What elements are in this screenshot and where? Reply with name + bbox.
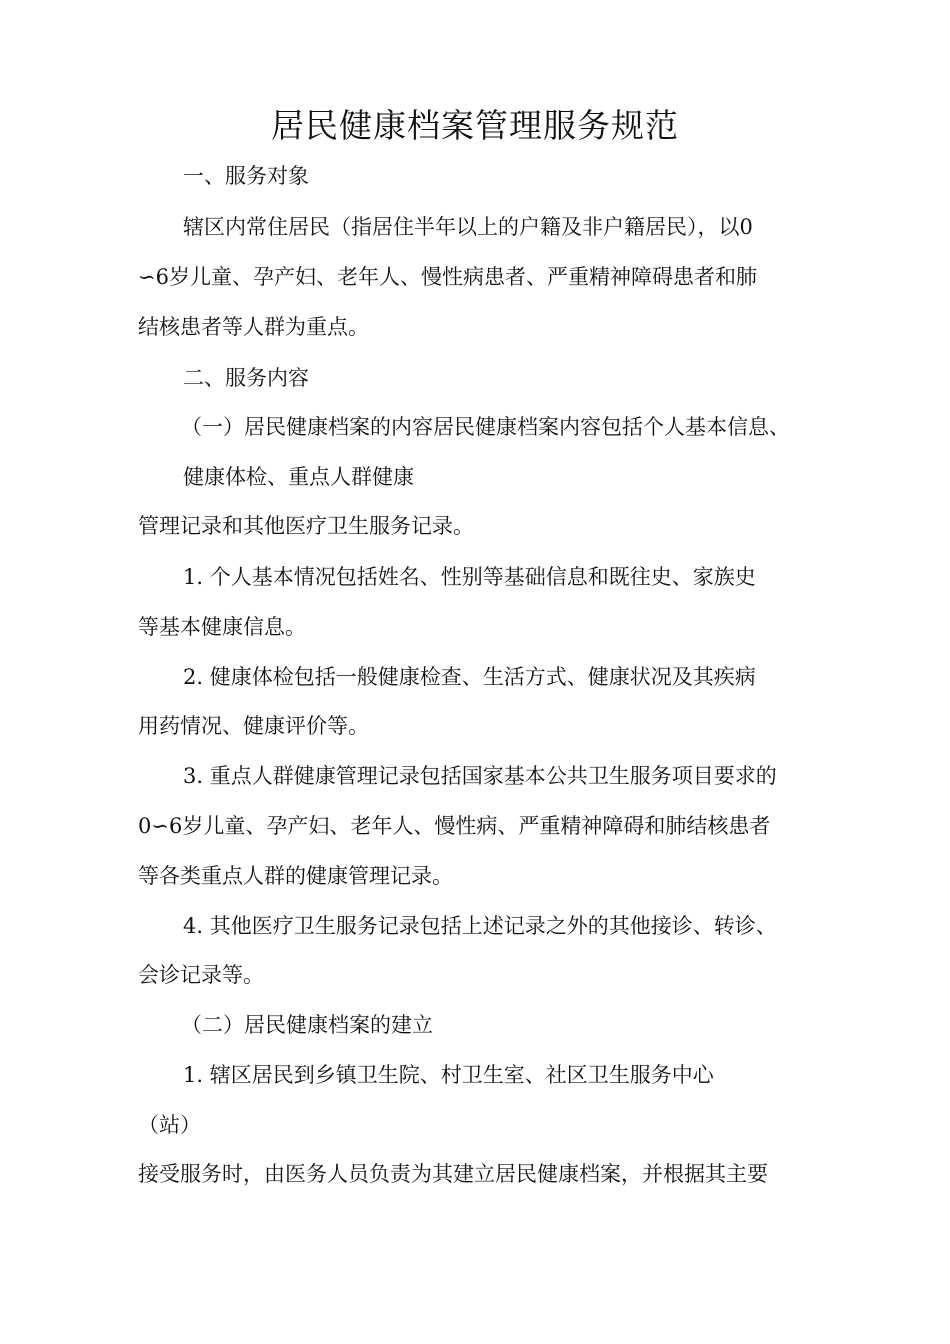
- paragraph-line: （站）: [138, 1113, 201, 1137]
- section-heading-service-content: 二、服务内容: [183, 366, 309, 390]
- list-item-line: 1. 辖区居民到乡镇卫生院、村卫生室、社区卫生服务中心: [183, 1063, 714, 1087]
- paragraph-line: 等各类重点人群的健康管理记录。: [138, 864, 453, 888]
- list-item-line: 4. 其他医疗卫生服务记录包括上述记录之外的其他接诊、转诊、: [183, 914, 777, 938]
- paragraph-line: 结核患者等人群为重点。: [138, 315, 369, 339]
- paragraph-line: 等基本健康信息。: [138, 615, 306, 639]
- paragraph-line: 管理记录和其他医疗卫生服务记录。: [138, 514, 474, 538]
- subsection-heading: （一）居民健康档案的内容居民健康档案内容包括个人基本信息、: [181, 415, 790, 439]
- paragraph-line: 会诊记录等。: [138, 963, 264, 987]
- document-title: 居民健康档案管理服务规范: [271, 106, 679, 145]
- paragraph-line: 健康体检、重点人群健康: [183, 465, 414, 489]
- paragraph-line: 用药情况、健康评价等。: [138, 714, 369, 738]
- paragraph-line: ∽6岁儿童、孕产妇、老年人、慢性病患者、严重精神障碍患者和肺: [138, 265, 757, 289]
- subsection-heading: （二）居民健康档案的建立: [181, 1013, 433, 1037]
- paragraph-line: 辖区内常住居民（指居住半年以上的户籍及非户籍居民），以0: [183, 215, 753, 239]
- list-item-line: 3. 重点人群健康管理记录包括国家基本公共卫生服务项目要求的: [183, 764, 777, 788]
- section-heading-service-target: 一、服务对象: [183, 164, 309, 188]
- list-item-line: 1. 个人基本情况包括姓名、性别等基础信息和既往史、家族史: [183, 565, 756, 589]
- paragraph-line: 0∽6岁儿童、孕产妇、老年人、慢性病、严重精神障碍和肺结核患者: [138, 814, 771, 838]
- paragraph-line: 接受服务时，由医务人员负责为其建立居民健康档案，并根据其主要: [138, 1162, 768, 1186]
- list-item-line: 2. 健康体检包括一般健康检查、生活方式、健康状况及其疾病: [183, 665, 756, 689]
